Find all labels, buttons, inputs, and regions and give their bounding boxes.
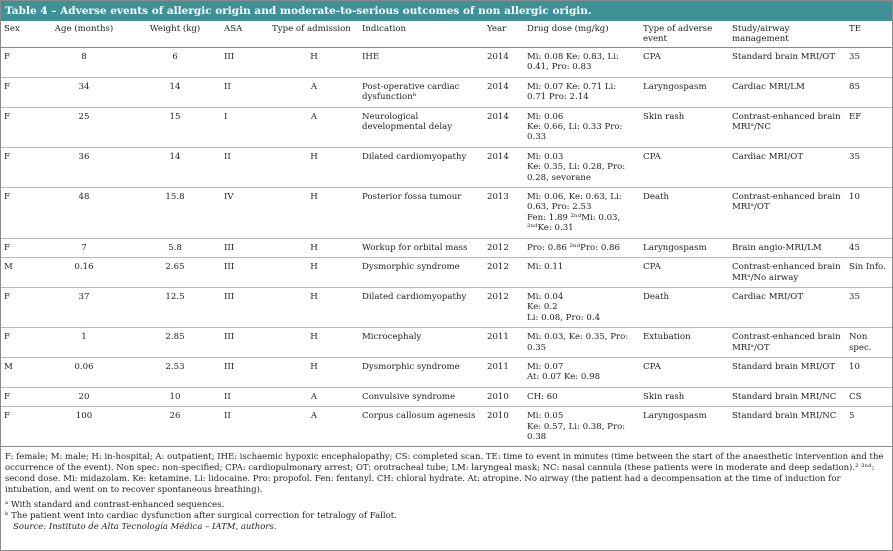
cell-age: 8	[39, 48, 129, 78]
cell-asa: II	[221, 147, 269, 187]
cell-admission: H	[269, 287, 359, 327]
cell-year: 2012	[484, 287, 524, 327]
cell-weight: 10	[129, 387, 221, 406]
table-row	[1, 387, 892, 406]
cell-adverse-event: CPA	[640, 48, 729, 78]
cell-weight: 14	[129, 77, 221, 107]
cell-asa: III	[221, 357, 269, 387]
cell-sex: F	[1, 407, 39, 447]
cell-te: 45	[846, 238, 892, 257]
cell-study-airway: Cardiac MRI/LM	[729, 77, 846, 107]
cell-adverse-event: Extubation	[640, 328, 729, 358]
cell-indication: Dysmorphic syndrome	[359, 258, 484, 288]
cell-indication: Microcephaly	[359, 328, 484, 358]
notes-main: F: female; M: male; H: in-hospital; A: outpatient; IHE: ischaemic hypoxic encephalopathy; CS: completed scan. TE: time to event in minutes (time between the start of the anaesthetic intervention and the occurrence of the event). Non spec: non-specified; CPA: cardiopulmonary arrest; OT: orotracheal tube; LM: laryngeal mask; NC: nasal cannula (these patients were in moderate and deep sedation).² ²ⁿᵈ: second dose. Mi: midazolam. Ke: ketamine. Li: lidocaine. Pro: propofol. Fen: fentanyl. CH: chloral hydrate. At: atropine. No airway (the patient had a decompensation at the time of induction for intubation, and went on to recover spontaneous breathing).	[5, 452, 884, 496]
header-te: TE	[846, 21, 892, 48]
cell-adverse-event: CPA	[640, 357, 729, 387]
cell-sex: F	[1, 188, 39, 239]
header-sex: Sex	[1, 21, 39, 48]
cell-asa: II	[221, 387, 269, 406]
cell-adverse-event: Laryngospasm	[640, 77, 729, 107]
cell-te: 10	[846, 357, 892, 387]
cell-sex: F	[1, 48, 39, 78]
cell-sex: F	[1, 287, 39, 327]
cell-admission: H	[269, 238, 359, 257]
cell-year: 2012	[484, 258, 524, 288]
cell-asa: IV	[221, 188, 269, 239]
cell-study-airway: Contrast-enhanced brain MRIᵃ/NC	[729, 107, 846, 147]
cell-sex: F	[1, 147, 39, 187]
cell-admission: H	[269, 357, 359, 387]
table-body	[1, 48, 892, 447]
cell-asa: II	[221, 77, 269, 107]
cell-te: Non spec.	[846, 328, 892, 358]
cell-drug-dose: Mi: 0.08 Ke: 0.83, Li: 0.41, Pro: 0.83	[524, 48, 640, 78]
cell-admission: H	[269, 258, 359, 288]
table-row	[1, 407, 892, 447]
cell-adverse-event: Skin rash	[640, 107, 729, 147]
cell-drug-dose: Mi: 0.06, Ke: 0.63, Li: 0.63, Pro: 2.53 Fen: 1.89 ²ⁿᵈMi: 0.03, ²ⁿᵈKe: 0.31	[524, 188, 640, 239]
cell-year: 2013	[484, 188, 524, 239]
cell-study-airway: Cardiac MRI/OT	[729, 147, 846, 187]
cell-study-airway: Contrast-enhanced brain MRIᵃ/OT	[729, 328, 846, 358]
cell-indication: Post-operative cardiac dysfunctionᵇ	[359, 77, 484, 107]
cell-year: 2014	[484, 77, 524, 107]
table-row	[1, 147, 892, 187]
cell-weight: 12.5	[129, 287, 221, 327]
cell-study-airway: Cardiac MRI/OT	[729, 287, 846, 327]
cell-asa: II	[221, 407, 269, 447]
cell-te: 85	[846, 77, 892, 107]
cell-te: Sin Info.	[846, 258, 892, 288]
cell-indication: Neurological developmental delay	[359, 107, 484, 147]
header-row	[1, 21, 892, 48]
cell-asa: III	[221, 328, 269, 358]
header-study-airway: Study/airway management	[729, 21, 846, 48]
table-row	[1, 188, 892, 239]
cell-te: 35	[846, 287, 892, 327]
cell-weight: 5.8	[129, 238, 221, 257]
table-row	[1, 357, 892, 387]
cell-te: 35	[846, 48, 892, 78]
cell-adverse-event: Death	[640, 287, 729, 327]
adverse-events-table	[1, 21, 892, 447]
table-notes	[1, 447, 892, 533]
header-year: Year	[484, 21, 524, 48]
cell-asa: III	[221, 287, 269, 327]
cell-admission: H	[269, 188, 359, 239]
header-admission: Type of admission	[269, 21, 359, 48]
cell-year: 2010	[484, 407, 524, 447]
cell-admission: H	[269, 48, 359, 78]
cell-age: 7	[39, 238, 129, 257]
table-row	[1, 77, 892, 107]
cell-weight: 2.65	[129, 258, 221, 288]
cell-admission: H	[269, 328, 359, 358]
cell-te: 10	[846, 188, 892, 239]
cell-drug-dose: CH: 60	[524, 387, 640, 406]
cell-asa: III	[221, 48, 269, 78]
header-drug-dose: Drug dose (mg/kg)	[524, 21, 640, 48]
cell-weight: 6	[129, 48, 221, 78]
cell-drug-dose: Mi: 0.06 Ke: 0.66, Li: 0.33 Pro: 0.33	[524, 107, 640, 147]
cell-drug-dose: Mi: 0.03 Ke: 0.35, Li: 0.28, Pro: 0.28, sevorane	[524, 147, 640, 187]
cell-sex: M	[1, 357, 39, 387]
cell-weight: 14	[129, 147, 221, 187]
cell-indication: Dysmorphic syndrome	[359, 357, 484, 387]
table-row	[1, 287, 892, 327]
cell-adverse-event: Laryngospasm	[640, 407, 729, 447]
cell-weight: 2.85	[129, 328, 221, 358]
cell-sex: F	[1, 328, 39, 358]
cell-adverse-event: Laryngospasm	[640, 238, 729, 257]
header-age: Age (months)	[39, 21, 129, 48]
cell-drug-dose: Pro: 0.86 ²ⁿᵈPro: 0.86	[524, 238, 640, 257]
header-adverse-event: Type of adverse event	[640, 21, 729, 48]
cell-te: CS	[846, 387, 892, 406]
cell-drug-dose: Mi: 0.03, Ke: 0.35, Pro: 0.35	[524, 328, 640, 358]
cell-study-airway: Standard brain MRI/OT	[729, 48, 846, 78]
cell-year: 2011	[484, 328, 524, 358]
cell-age: 34	[39, 77, 129, 107]
table-header	[1, 21, 892, 48]
cell-year: 2014	[484, 107, 524, 147]
table-row	[1, 48, 892, 78]
cell-admission: A	[269, 107, 359, 147]
cell-indication: IHE	[359, 48, 484, 78]
cell-age: 48	[39, 188, 129, 239]
header-indication: Indication	[359, 21, 484, 48]
header-weight: Weight (kg)	[129, 21, 221, 48]
cell-study-airway: Standard brain MRI/NC	[729, 387, 846, 406]
cell-adverse-event: Death	[640, 188, 729, 239]
cell-age: 36	[39, 147, 129, 187]
cell-year: 2011	[484, 357, 524, 387]
cell-age: 0.16	[39, 258, 129, 288]
cell-drug-dose: Mi: 0.04 Ke: 0.2 Li: 0.08, Pro: 0.4	[524, 287, 640, 327]
cell-year: 2010	[484, 387, 524, 406]
cell-age: 1	[39, 328, 129, 358]
cell-drug-dose: Mi: 0.07 At: 0.07 Ke: 0.98	[524, 357, 640, 387]
cell-sex: F	[1, 238, 39, 257]
cell-asa: III	[221, 258, 269, 288]
cell-study-airway: Contrast-enhanced brain MRIᵃ/OT	[729, 188, 846, 239]
footnote-b: ᵇ The patient went into cardiac dysfunction after surgical correction for tetralogy of Fallot.	[5, 511, 397, 522]
table-row	[1, 328, 892, 358]
cell-asa: III	[221, 238, 269, 257]
footnote-a: ᵃ With standard and contrast-enhanced sequences.	[5, 500, 225, 511]
cell-admission: A	[269, 77, 359, 107]
cell-study-airway: Brain angio-MRI/LM	[729, 238, 846, 257]
cell-indication: Dilated cardiomyopathy	[359, 147, 484, 187]
cell-drug-dose: Mi: 0.07 Ke: 0.71 Li: 0.71 Pro: 2.14	[524, 77, 640, 107]
cell-indication: Dilated cardiomyopathy	[359, 287, 484, 327]
table-row	[1, 107, 892, 147]
table-row	[1, 258, 892, 288]
source-note: Source: Instituto de Alta Tecnología Médica – IATM, authors.	[13, 522, 277, 533]
cell-indication: Workup for orbital mass	[359, 238, 484, 257]
table-row	[1, 238, 892, 257]
cell-adverse-event: Skin rash	[640, 387, 729, 406]
cell-asa: I	[221, 107, 269, 147]
cell-drug-dose: Mi: 0.11	[524, 258, 640, 288]
table-title: Table 4 – Adverse events of allergic origin and moderate-to-serious outcomes of non allergic origin.	[1, 1, 892, 21]
cell-sex: M	[1, 258, 39, 288]
cell-sex: F	[1, 107, 39, 147]
cell-adverse-event: CPA	[640, 147, 729, 187]
cell-admission: A	[269, 407, 359, 447]
cell-admission: A	[269, 387, 359, 406]
cell-study-airway: Standard brain MRI/NC	[729, 407, 846, 447]
header-asa: ASA	[221, 21, 269, 48]
cell-sex: F	[1, 387, 39, 406]
cell-weight: 15	[129, 107, 221, 147]
cell-study-airway: Contrast-enhanced brain MRᵃ/No airway	[729, 258, 846, 288]
cell-sex: F	[1, 77, 39, 107]
cell-year: 2014	[484, 48, 524, 78]
cell-te: 5	[846, 407, 892, 447]
cell-te: EF	[846, 107, 892, 147]
cell-age: 20	[39, 387, 129, 406]
cell-weight: 2.53	[129, 357, 221, 387]
cell-drug-dose: Mi: 0.05 Ke: 0.57, Li: 0.38, Pro: 0.38	[524, 407, 640, 447]
cell-te: 35	[846, 147, 892, 187]
cell-age: 0.06	[39, 357, 129, 387]
cell-admission: H	[269, 147, 359, 187]
cell-weight: 26	[129, 407, 221, 447]
cell-year: 2014	[484, 147, 524, 187]
cell-study-airway: Standard brain MRI/OT	[729, 357, 846, 387]
cell-indication: Posterior fossa tumour	[359, 188, 484, 239]
cell-year: 2012	[484, 238, 524, 257]
cell-age: 25	[39, 107, 129, 147]
cell-indication: Corpus callosum agenesis	[359, 407, 484, 447]
cell-age: 37	[39, 287, 129, 327]
cell-age: 100	[39, 407, 129, 447]
cell-adverse-event: CPA	[640, 258, 729, 288]
cell-weight: 15.8	[129, 188, 221, 239]
cell-indication: Convulsive syndrome	[359, 387, 484, 406]
